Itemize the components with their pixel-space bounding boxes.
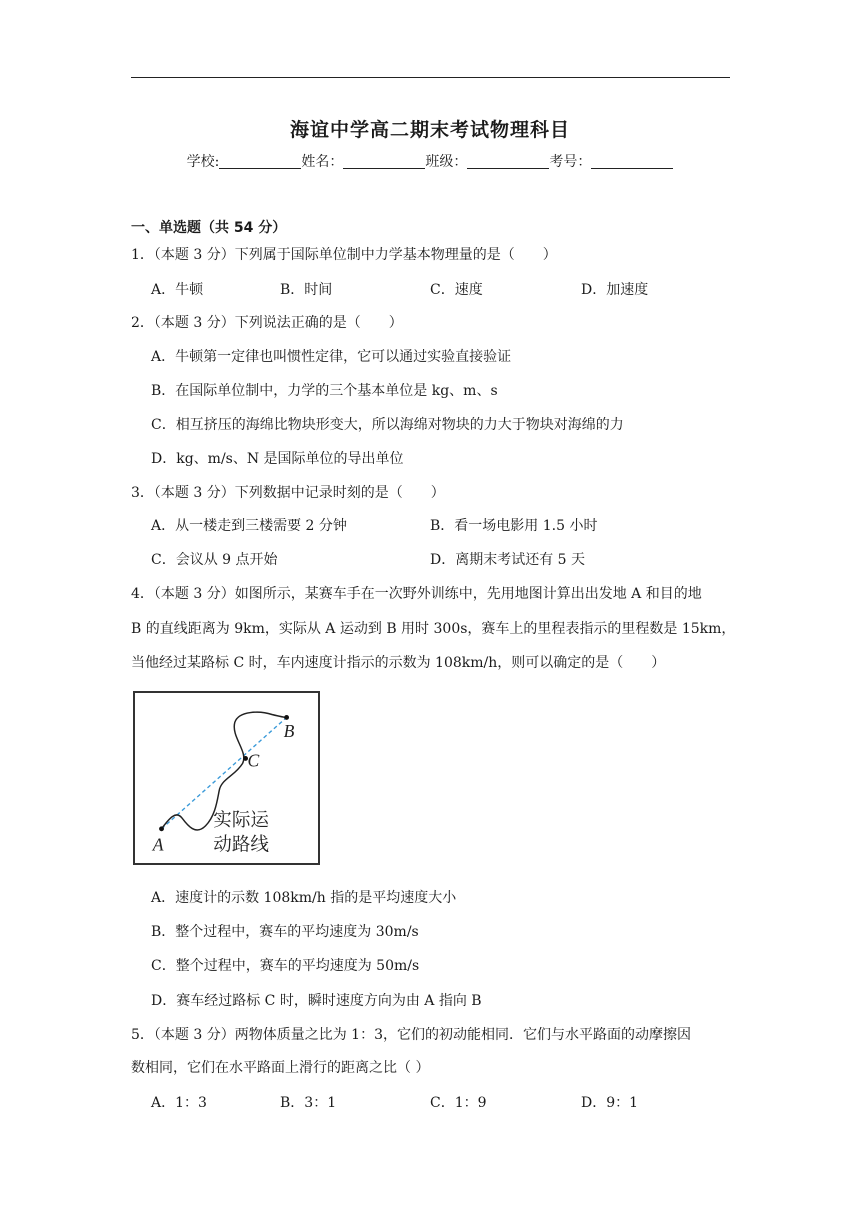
question-3-option-a[interactable]: A．从一楼走到三楼需要 2 分钟 <box>151 518 347 534</box>
route-diagram <box>135 693 318 863</box>
question-4-option-b[interactable]: B．整个过程中，赛车的平均速度为 30m/s <box>151 924 419 940</box>
path-label-line-2: 动路线 <box>213 834 269 856</box>
point-a-marker <box>159 826 164 831</box>
label-b: B <box>283 720 295 741</box>
name-blank[interactable] <box>343 154 425 169</box>
question-1-option-b[interactable]: B．时间 <box>280 282 333 298</box>
point-b-marker <box>284 715 289 720</box>
question-5-option-c[interactable]: C．1：9 <box>430 1095 487 1111</box>
question-2-option-b[interactable]: B．在国际单位制中，力学的三个基本单位是 kg、m、s <box>151 383 498 399</box>
exam-title: 海谊中学高二期末考试物理科目 <box>289 119 570 141</box>
school-label: 学校: <box>186 154 220 170</box>
question-4-stem-line-2: B 的直线距离为 9km，实际从 A 运动到 B 用时 300s，赛车上的里程表指示的里程数是 15km， <box>131 621 736 637</box>
question-2-stem: 2．（本题 3 分）下列说法正确的是（ ） <box>131 315 403 331</box>
student-info-row <box>0 151 860 171</box>
school-blank[interactable] <box>219 154 301 169</box>
question-5-stem-line-2: 数相同，它们在水平路面上滑行的距离之比（ ） <box>131 1060 430 1076</box>
section-title: 一、单选题（共 54 分） <box>131 220 287 236</box>
question-3-option-d[interactable]: D．离期末考试还有 5 天 <box>430 552 586 568</box>
question-5-option-b[interactable]: B．3：1 <box>280 1095 337 1111</box>
route-figure <box>133 691 320 865</box>
question-3-option-c[interactable]: C．会议从 9 点开始 <box>151 552 278 568</box>
exam-no-label: 考号： <box>549 154 592 170</box>
question-1-option-c[interactable]: C．速度 <box>430 282 483 298</box>
question-4-stem-line-1: 4．（本题 3 分）如图所示，某赛车手在一次野外训练中，先用地图计算出出发地 A 和目的地 <box>131 586 702 602</box>
question-2-option-c[interactable]: C．相互挤压的海绵比物块形变大，所以海绵对物块的力大于物块对海绵的力 <box>151 417 624 433</box>
label-a: A <box>152 834 164 855</box>
question-5-option-d[interactable]: D．9：1 <box>581 1095 639 1111</box>
label-c: C <box>247 750 260 771</box>
path-label-line-1: 实际运 <box>213 809 269 831</box>
name-label: 姓名： <box>301 154 344 170</box>
question-5-stem-line-1: 5．（本题 3 分）两物体质量之比为 1：3，它们的初动能相同．它们与水平路面的动摩擦因 <box>131 1027 691 1043</box>
question-1-option-d[interactable]: D．加速度 <box>581 282 649 298</box>
class-blank[interactable] <box>467 154 549 169</box>
question-4-option-d[interactable]: D．赛车经过路标 C 时，瞬时速度方向为由 A 指向 B <box>151 993 482 1009</box>
question-5-option-a[interactable]: A．1：3 <box>151 1095 207 1111</box>
exam-no-blank[interactable] <box>591 154 673 169</box>
question-1-option-a[interactable]: A．牛顿 <box>151 282 204 298</box>
question-3-option-b[interactable]: B．看一场电影用 1.5 小时 <box>430 518 598 534</box>
header-rule <box>131 77 730 78</box>
question-4-option-c[interactable]: C．整个过程中，赛车的平均速度为 50m/s <box>151 958 420 974</box>
question-3-stem: 3．（本题 3 分）下列数据中记录时刻的是（ ） <box>131 485 445 501</box>
question-1-stem: 1．（本题 3 分）下列属于国际单位制中力学基本物理量的是（ ） <box>131 247 557 263</box>
question-2-option-d[interactable]: D．kg、m/s、N 是国际单位的导出单位 <box>151 451 404 467</box>
question-2-option-a[interactable]: A．牛顿第一定律也叫惯性定律，它可以通过实验直接验证 <box>151 349 512 365</box>
question-4-option-a[interactable]: A．速度计的示数 108km/h 指的是平均速度大小 <box>151 890 457 906</box>
question-4-stem-line-3: 当他经过某路标 C 时，车内速度计指示的示数为 108km/h，则可以确定的是（ ） <box>131 655 666 671</box>
class-label: 班级： <box>425 154 468 170</box>
